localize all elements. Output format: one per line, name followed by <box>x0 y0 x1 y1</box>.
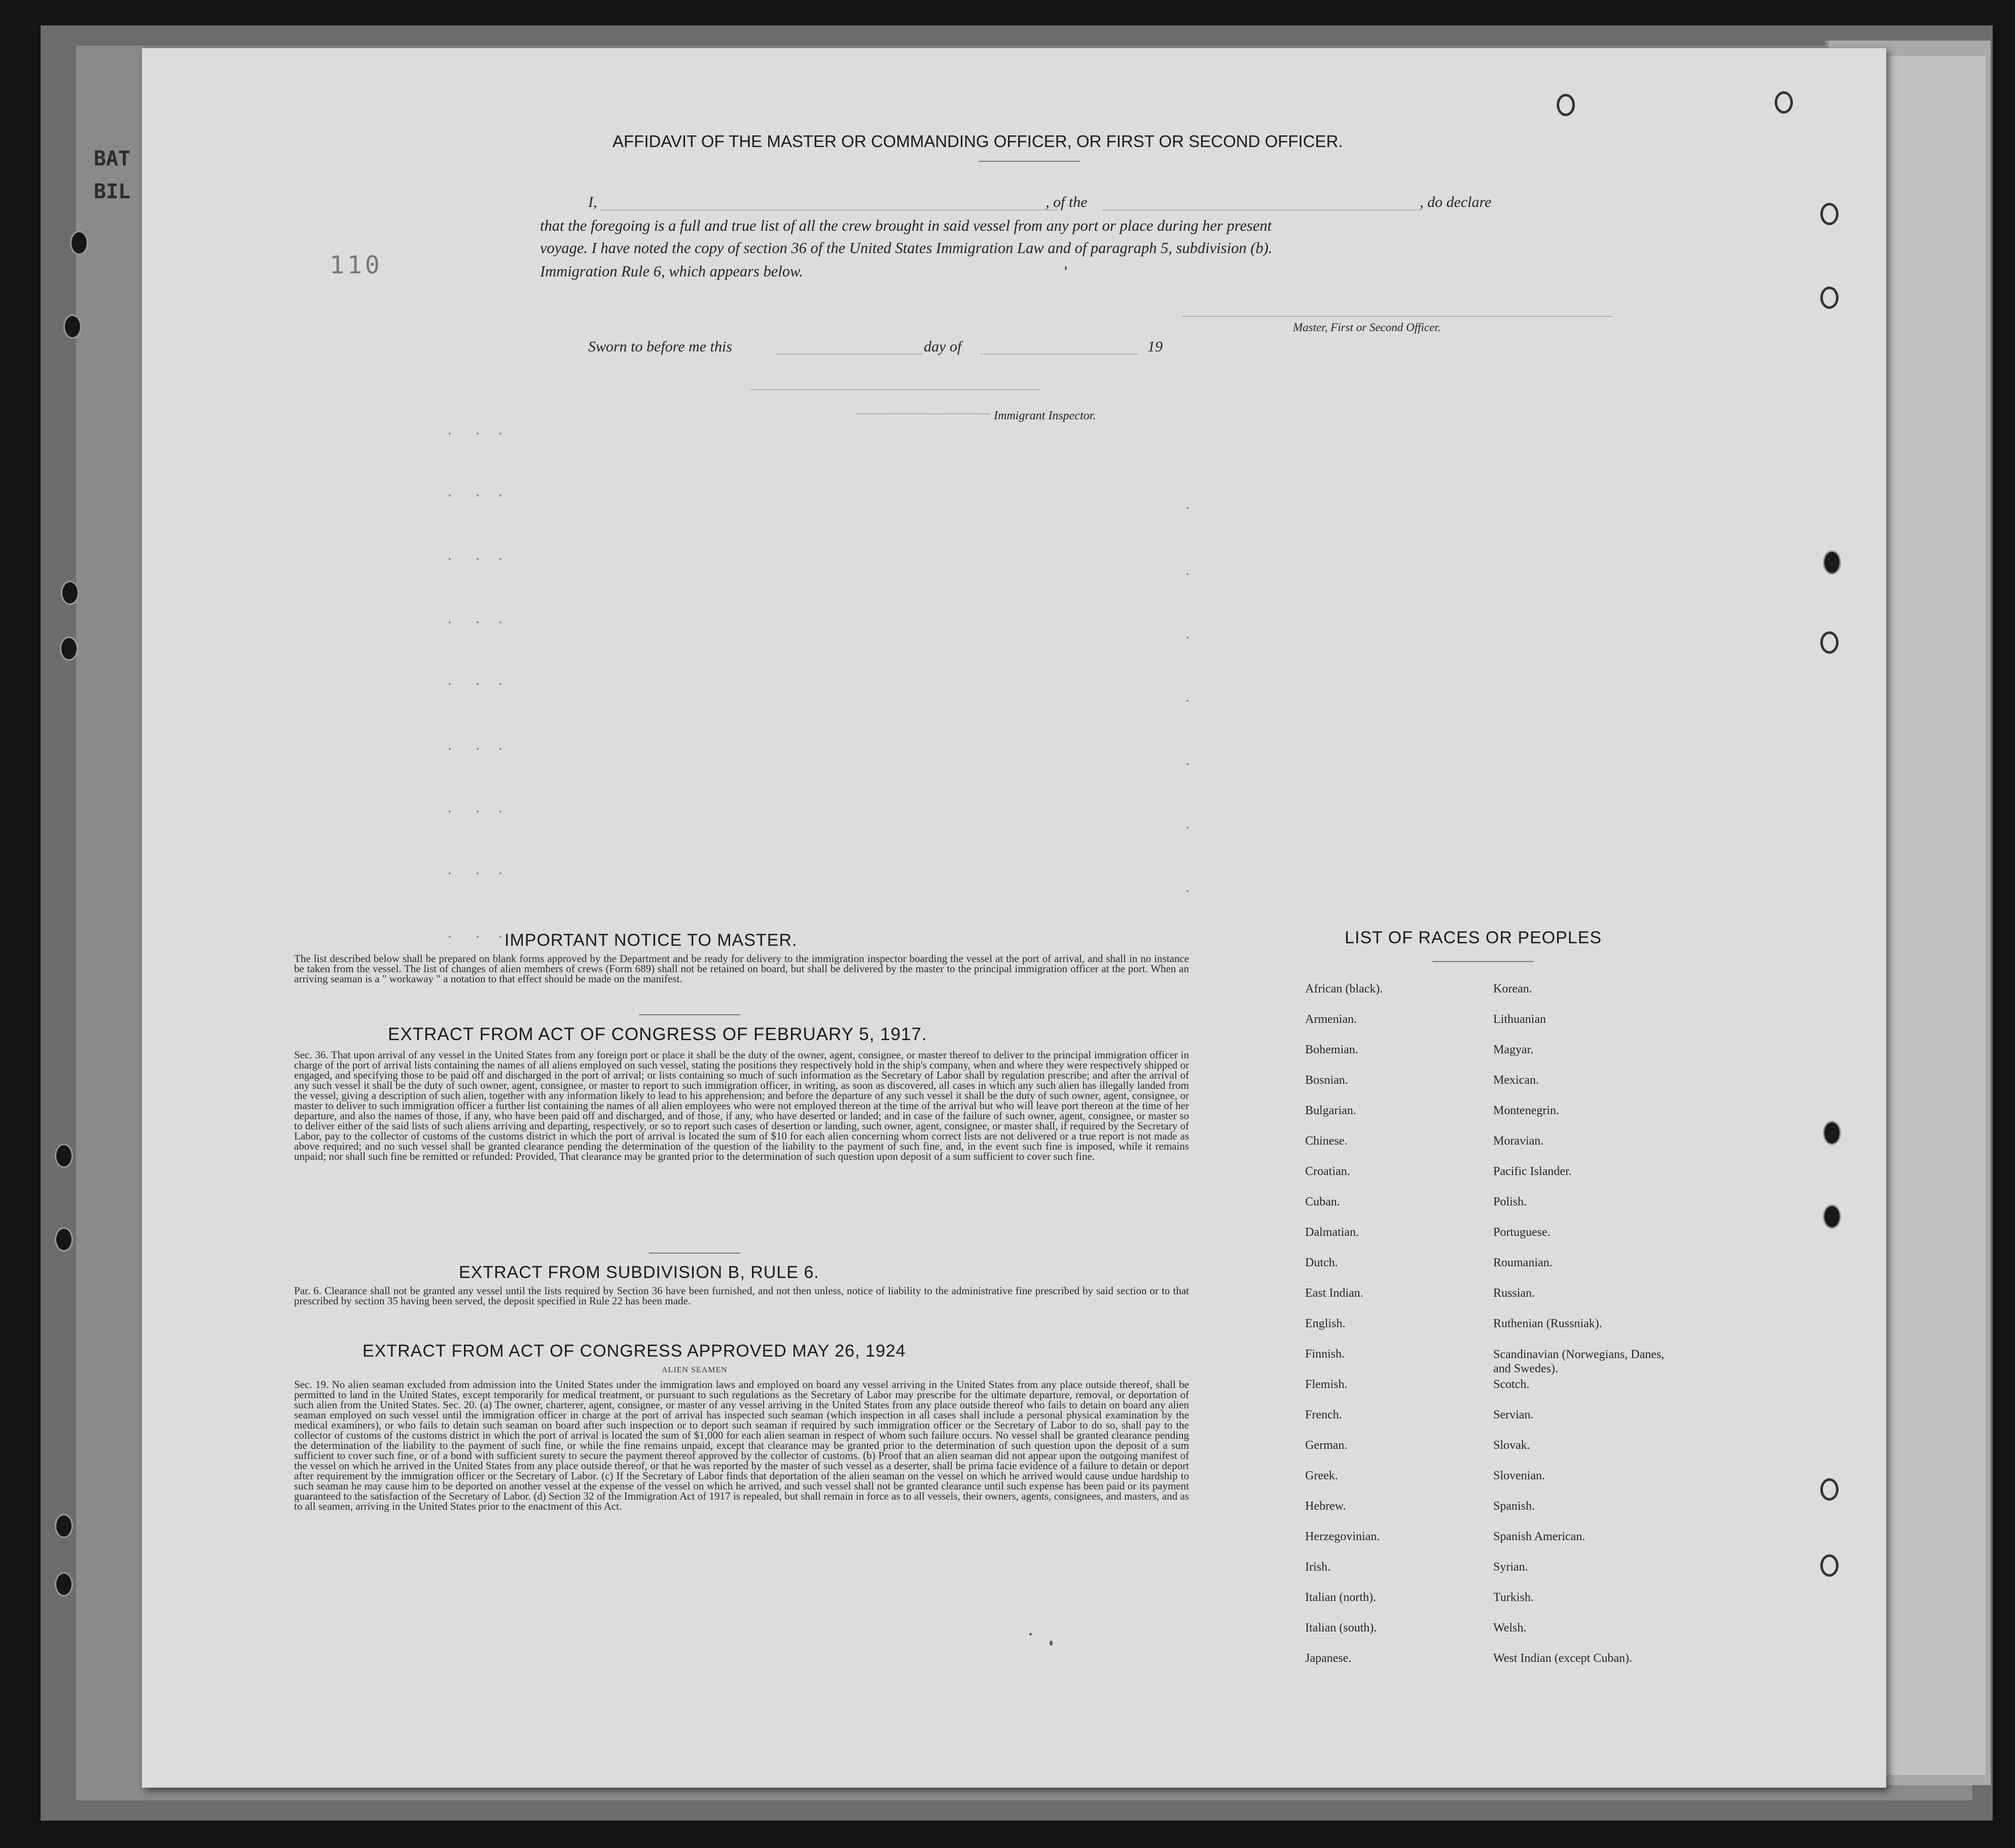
race-item: Moravian. <box>1493 1134 1544 1148</box>
punch-hole-icon <box>1820 1478 1839 1501</box>
alien-seamen-caption: ALIEN SEAMEN <box>662 1366 728 1374</box>
punch-hole-icon <box>1820 203 1839 225</box>
punch-hole-icon <box>1775 91 1793 114</box>
affidavit-title: AFFIDAVIT OF THE MASTER OR COMMANDING OFFICER, OR FIRST OR SECOND OFFICER. <box>613 132 1343 151</box>
race-item: Slovenian. <box>1493 1469 1545 1482</box>
manifest-page <box>142 48 1886 1788</box>
punch-hole-icon <box>1820 1554 1839 1577</box>
race-item: Scotch. <box>1493 1378 1530 1391</box>
inspector-signature-blank-2[interactable] <box>857 413 989 414</box>
race-item: Lithuanian <box>1493 1013 1546 1026</box>
binder-hole-icon <box>55 1514 73 1538</box>
inspector-signature-blank[interactable] <box>750 389 1039 390</box>
title-divider <box>979 161 1080 162</box>
race-item: Scandinavian (Norwegians, Danes, and Swedes). <box>1493 1348 1665 1375</box>
section-divider <box>649 1253 740 1254</box>
vessel-blank[interactable] <box>1103 209 1422 210</box>
race-item: Italian (south). <box>1305 1621 1377 1634</box>
affidavit-of-the-label: , of the <box>1046 194 1088 210</box>
affidavit-i-label: I, <box>588 194 597 210</box>
race-item: Bohemian. <box>1305 1043 1358 1056</box>
race-item: Chinese. <box>1305 1134 1348 1148</box>
race-item: Portuguese. <box>1493 1226 1551 1239</box>
race-item: Greek. <box>1305 1469 1338 1482</box>
race-item: Ruthenian (Russniak). <box>1493 1317 1602 1330</box>
race-item: English. <box>1305 1317 1346 1330</box>
race-item: Japanese. <box>1305 1652 1352 1665</box>
race-item: Croatian. <box>1305 1165 1350 1178</box>
race-item: Servian. <box>1493 1408 1534 1421</box>
extract-1924-body: Sec. 19. No alien seaman excluded from admission into the United States under the immigration laws and employed on board any vessel arriving in the United States from any place outside thereof, shall be permitted to land in the United States, except temporarily for medical treatment, or pursuant to such regulations as the Secretary of Labor may prescribe for the ultimate departure, removal, or deportation of such alien from the United States. Sec. 20. (a) The owner, charterer, agent, consignee, or master of any vessel arriving in the United States from any place outside thereof who fails to detain on board any alien seaman employed on such vessel until the immigration officer in charge at the port of arrival has inspected such seaman (which inspection in all cases shall include a personal physical examination by the medical examiners), or who fails to detain such seaman on board after such inspection or to deport such seaman if required by such immigration officer or the Secretary of Labor to do so, shall pay to the collector of customs of the customs district in which the port of arrival is located the sum of $1,000 for each alien seaman in respect of whom such failure occurs. No vessel shall be granted clearance pending the determination of the liability to the payment of such fine, or while the fine remains unpaid, except that clearance may be granted prior to the determination of such question upon the deposit of a sum sufficient to cover such fine, or of a bond with sufficient surety to secure the payment thereof approved by the collector of customs. (b) Proof that an alien seaman did not appear upon the outgoing manifest of the vessel on which he arrived in the United States from any place outside thereof, or that he was reported by the master of such vessel as a deserter, shall be prima facie evidence of a failure to detain or deport after requirement by the immigration officer or the Secretary of Labor. (c) If the Secretary of Labor finds that deportation of the alien seaman on the vessel on which he arrived would cause undue hardship to such seaman he may cause him to be deported on another vessel at the expense of the vessel on which he arrived, and such vessel shall not be granted clearance until such expense has been paid or its payment guaranteed to the satisfaction of the Secretary of Labor. (d) Section 32 of the Immigration Act of 1917 is repealed, but shall remain in force as to all vessels, their owners, agents, consignees, and masters, and as to all seamen, arriving in the United States prior to the enactment of this Act. <box>294 1378 1189 1512</box>
notice-body: The list described below shall be prepared on blank forms approved by the Department and be ready for delivery to the immigration inspector boarding the vessel at the port of arrival, and shall in no instance be taken from the vessel. The list of changes of alien members of crews (Form 689) shall not be retained on board, but shall be delivered by the master to the principal immigration officer at the port. When an arriving seaman is a " workaway " a notation to that effect should be made on the manifest. <box>294 952 1189 985</box>
races-column-1 <box>1305 982 1383 1682</box>
inspector-caption: Immigrant Inspector. <box>994 409 1096 422</box>
race-item: Spanish American. <box>1493 1530 1586 1543</box>
name-blank[interactable] <box>601 209 1057 210</box>
master-signature-blank[interactable] <box>1181 316 1612 317</box>
race-item: African (black). <box>1305 982 1383 996</box>
race-item: Bosnian. <box>1305 1074 1348 1087</box>
races-divider <box>1432 961 1534 962</box>
race-item: West Indian (except Cuban). <box>1493 1652 1632 1665</box>
punch-hole-icon <box>1557 94 1575 116</box>
race-item: Hebrew. <box>1305 1500 1346 1513</box>
margin-mark: BIL <box>94 180 131 203</box>
race-item: Dutch. <box>1305 1256 1338 1269</box>
race-item: Finnish. <box>1305 1347 1345 1361</box>
year-prefix: 19 <box>1147 338 1163 355</box>
punch-hole-icon <box>1820 631 1839 654</box>
races-title: LIST OF RACES OR PEOPLES <box>1345 928 1602 947</box>
race-item: Mexican. <box>1493 1074 1539 1087</box>
race-item: Syrian. <box>1493 1560 1528 1574</box>
race-item: Roumanian. <box>1493 1256 1553 1269</box>
section-divider <box>639 1014 740 1015</box>
extract-rule6-title: EXTRACT FROM SUBDIVISION B, RULE 6. <box>459 1263 819 1282</box>
notice-title: IMPORTANT NOTICE TO MASTER. <box>505 931 798 950</box>
handwritten-page-number: 110 <box>330 251 383 279</box>
paper-speck <box>1029 1633 1032 1636</box>
extract-1917-body: Sec. 36. That upon arrival of any vessel in the United States from any foreign port or place it shall be the duty of the owner, agent, consignee, or master thereof to deliver to the principal immigration officer in charge of the port of arrival lists containing the names of all aliens employed on such vessel, stating the positions they respectively hold in the ship's company, when and where they were respectively shipped or engaged, and specifying those to be paid off and discharged in the port of arrival; or lists containing so much of such information as the Secretary of Labor shall by regulation prescribe; and after the arrival of any such vessel it shall be the duty of such owner, agent, consignee, or master to report to such immigration officer, in writing, as soon as discovered, all cases in which any such alien has illegally landed from the vessel, giving a description of such alien, together with any information likely to lead to his apprehension; and before the departure of any such vessel it shall be the duty of such owner, agent, consignee, or master to deliver to such immigration officer a further list containing the names of all alien employees who were not employed thereon at the time of the arrival but who will leave port thereon at the time of her departure, and also the names of those, if any, who have been paid off and discharged, and of those, if any, who have deserted or landed; and in case of the failure of such owner, agent, consignee, or master so to deliver either of the said lists of such aliens arriving and departing, respectively, or so to report such cases of desertion or landing, such owner, agent, consignee, or master shall, if required by the Secretary of Labor, pay to the collector of customs of the customs district in which the port of arrival is located the sum of $10 for each alien concerning whom correct lists are not delivered or a true report is not made as above required; and no such vessel shall be granted clearance pending the determination of the question of the liability to the payment of such fine, and, in the event such fine is imposed, while it remains unpaid; nor shall such fine be remitted or refunded: Provided, That clearance may be granted prior to the determination of such question upon deposit of a sum sufficient to cover such fine. <box>294 1049 1189 1162</box>
binder-hole-icon <box>60 636 78 661</box>
race-item: Korean. <box>1493 982 1532 996</box>
race-item: East Indian. <box>1305 1287 1363 1300</box>
race-item: Flemish. <box>1305 1378 1348 1391</box>
race-item: French. <box>1305 1408 1342 1421</box>
sworn-day-blank[interactable] <box>776 353 923 354</box>
binder-hole-icon <box>55 1572 73 1596</box>
race-item: Spanish. <box>1493 1500 1535 1513</box>
day-of-label: day of <box>924 338 962 355</box>
race-item: Polish. <box>1493 1195 1527 1209</box>
race-item: Italian (north). <box>1305 1591 1376 1604</box>
race-item: Pacific Islander. <box>1493 1165 1572 1178</box>
extract-1917-title: EXTRACT FROM ACT OF CONGRESS OF FEBRUARY 5, 1917. <box>388 1024 927 1044</box>
race-item: Irish. <box>1305 1560 1330 1574</box>
binder-hole-icon <box>63 314 82 339</box>
binder-hole-icon <box>55 1227 73 1252</box>
race-item: Welsh. <box>1493 1621 1527 1634</box>
punch-hole-icon <box>1823 1204 1841 1229</box>
race-item: Herzegovinian. <box>1305 1530 1380 1543</box>
punch-hole-icon <box>1820 287 1839 309</box>
sworn-label: Sworn to before me this <box>588 338 732 355</box>
race-item: Russian. <box>1493 1287 1535 1300</box>
paper-speck <box>1050 1641 1053 1646</box>
binder-hole-icon <box>55 1144 73 1168</box>
margin-mark: BAT <box>94 147 131 170</box>
affidavit-line-2: that the foregoing is a full and true list of all the crew brought in said vessel from any port or place during her present <box>540 217 1272 234</box>
master-caption: Master, First or Second Officer. <box>1293 321 1441 334</box>
races-column-2 <box>1493 982 1666 1682</box>
race-item: Magyar. <box>1493 1043 1534 1056</box>
race-item: Bulgarian. <box>1305 1104 1356 1117</box>
race-item: Slovak. <box>1493 1439 1530 1452</box>
extract-rule6-body: Par. 6. Clearance shall not be granted any vessel until the lists required by Section 36 have been furnished, and not then unless, notice of liability to the administrative fine prescribed by said section or to that prescribed by section 35 having been served, the deposit specified in Rule 22 has been made. <box>294 1285 1189 1307</box>
affidavit-line-3: voyage. I have noted the copy of section 36 of the United States Immigration Law and of paragraph 5, subdivision (b). <box>540 239 1273 257</box>
extract-1924-title: EXTRACT FROM ACT OF CONGRESS APPROVED MAY 26, 1924 <box>363 1341 906 1361</box>
race-item: Turkish. <box>1493 1591 1534 1604</box>
race-item: German. <box>1305 1439 1348 1452</box>
race-item: Montenegrin. <box>1493 1104 1559 1117</box>
sworn-month-blank[interactable] <box>980 353 1137 354</box>
race-item: Dalmatian. <box>1305 1226 1359 1239</box>
race-item: Armenian. <box>1305 1013 1357 1026</box>
race-item: Cuban. <box>1305 1195 1340 1209</box>
binder-hole-icon <box>70 231 88 255</box>
affidavit-line-4: Immigration Rule 6, which appears below. <box>540 263 803 280</box>
paper-speck <box>1065 266 1067 270</box>
punch-hole-icon <box>1823 1121 1841 1145</box>
binder-hole-icon <box>61 581 79 605</box>
punch-hole-icon <box>1823 550 1841 575</box>
affidavit-declare-label: , do declare <box>1420 194 1492 210</box>
